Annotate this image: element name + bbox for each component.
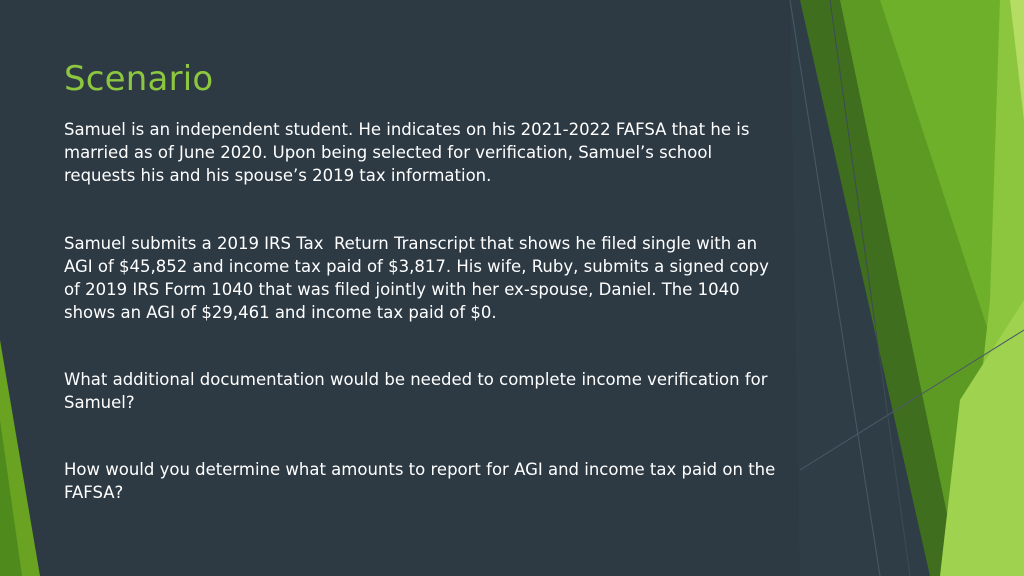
paragraph-intro: Samuel is an independent student. He indicates on his 2021-2022 FAFSA that he is married as of June 2020. Upon being selected for verification, Samuel’s school requests his and his spouse’s 2019 tax information. <box>64 120 755 185</box>
paragraph-question-amounts: How would you determine what amounts to report for AGI and income tax paid on the FAFSA? <box>64 460 781 502</box>
paragraph-question-documentation: What additional documentation would be needed to complete income verification for Samuel? <box>64 370 773 412</box>
paragraph-submissions: Samuel submits a 2019 IRS Tax Return Transcript that shows he filed single with an AGI of $45,852 and income tax paid of $3,817. His wife, Ruby, submits a signed copy of 2019 IRS Form 1040 that was filed jointly with her ex-spouse, Daniel. The 1040 shows an AGI of $29,461 and income tax paid of $0. <box>64 234 775 322</box>
slide-title: Scenario <box>64 59 214 99</box>
slide-content <box>64 56 794 502</box>
